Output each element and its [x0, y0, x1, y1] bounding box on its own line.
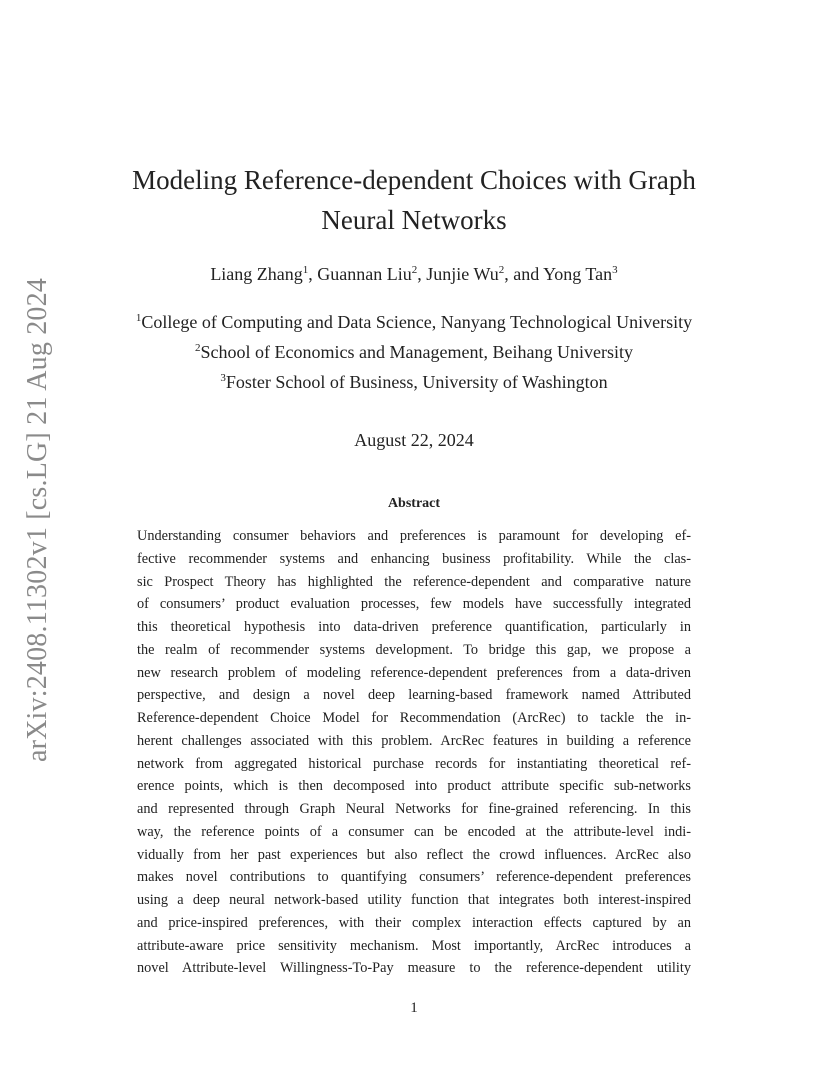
abstract-line: and represented through Graph Neural Networks for fine-grained referencing. In this — [137, 801, 691, 817]
author-separator: , and — [504, 264, 544, 284]
arxiv-sidebar-stamp: arXiv:2408.11302v1 [cs.LG] 21 Aug 2024 — [22, 277, 53, 763]
author-affil-mark: 1 — [302, 264, 309, 276]
abstract-line: network from aggregated historical purchase records for instantiating theoretical ref- — [137, 755, 691, 772]
abstract-line: fective recommender systems and enhancing business profitability. While the clas- — [137, 550, 691, 567]
abstract-line: sic Prospect Theory has highlighted the reference-dependent and comparative nature — [137, 573, 691, 590]
abstract-line: attribute-aware price sensitivity mechanism. Most importantly, ArcRec introduces a — [137, 937, 691, 954]
author-name: Guannan Liu — [317, 264, 412, 284]
author-name: Junjie Wu — [426, 264, 499, 284]
abstract-line: the realm of recommender systems development. To bridge this gap, we propose a — [137, 641, 691, 658]
affiliation-3 — [90, 372, 738, 393]
title-line-1: Modeling Reference-dependent Choices with Graph — [132, 165, 696, 195]
author-list — [90, 264, 738, 285]
title-line-2: Neural Networks — [321, 205, 507, 235]
author-name: Liang Zhang — [210, 264, 303, 284]
author-affil-mark: 2 — [411, 264, 418, 276]
abstract-line: perspective, and design a novel deep learning-based framework named Attributed — [137, 687, 691, 704]
affiliation-text: School of Economics and Management, Beihang University — [200, 342, 633, 362]
affiliation-1 — [90, 312, 738, 333]
abstract-line: erence points, which is then decomposed into product attribute specific sub-networks — [137, 778, 691, 795]
abstract-body — [137, 525, 691, 980]
affiliation-text: College of Computing and Data Science, Nanyang Technological University — [141, 312, 693, 332]
abstract-line: novel Attribute-level Willingness-To-Pay measure to the reference-dependent utility — [137, 960, 691, 977]
abstract-line: this theoretical hypothesis into data-driven preference quantification, particularly in — [137, 619, 691, 635]
author-name: Yong Tan — [543, 264, 613, 284]
abstract-line: makes novel contributions to quantifying consumers’ reference-dependent preferences — [137, 869, 691, 886]
abstract-line: of consumers’ product evaluation processes, few models have successfully integrated — [137, 596, 691, 613]
abstract-line: way, the reference points of a consumer can be encoded at the attribute-level indi- — [137, 823, 691, 840]
author-affil-mark: 2 — [498, 264, 505, 276]
abstract-line: Reference-dependent Choice Model for Recommendation (ArcRec) to tackle the in- — [137, 710, 691, 726]
affiliation-2 — [90, 342, 738, 363]
affiliation-mark: 1 — [135, 312, 142, 324]
affiliation-text: Foster School of Business, University of Washington — [225, 372, 608, 392]
abstract-line: Understanding consumer behaviors and preferences is paramount for developing ef- — [137, 528, 691, 544]
paper-date: August 22, 2024 — [354, 430, 474, 450]
abstract-line: herent challenges associated with this problem. ArcRec features in building a reference — [137, 732, 691, 749]
author-separator: , — [417, 264, 427, 284]
affiliation-mark: 2 — [195, 342, 201, 354]
author-affil-mark: 3 — [612, 264, 618, 276]
abstract-line: using a deep neural network-based utility function that integrates both interest-inspired — [137, 892, 691, 908]
author-separator: , — [308, 264, 318, 284]
abstract-line: new research problem of modeling reference-dependent preferences from a data-driven — [137, 664, 691, 681]
abstract-line: vidually from her past experiences but also reflect the crowd influences. ArcRec also — [137, 846, 691, 863]
page-number: 1 — [410, 1000, 418, 1016]
affiliation-mark: 3 — [220, 372, 226, 384]
abstract-line: and price-inspired preferences, with their complex interaction effects captured by an — [137, 914, 691, 931]
paper-title — [120, 160, 708, 240]
abstract-heading: Abstract — [387, 496, 441, 511]
